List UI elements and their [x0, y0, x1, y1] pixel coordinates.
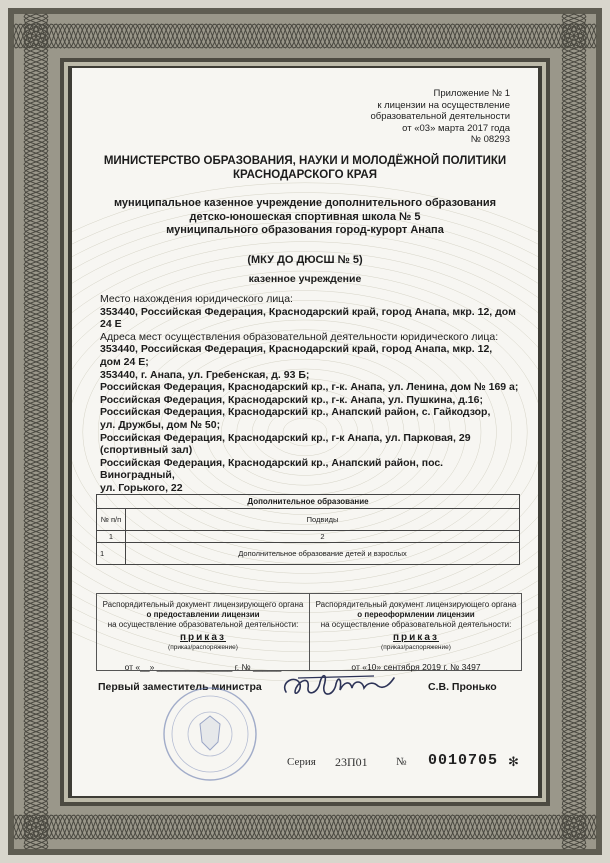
legal-address-label: Место нахождения юридического лица:: [100, 293, 293, 305]
table-numbering-1: 1: [97, 531, 126, 543]
issue-doc-type: приказ: [180, 632, 226, 643]
column-header-subtypes: Подвиды: [126, 509, 520, 531]
reissue-doc-type: приказ: [393, 632, 439, 643]
address-5-line-1: Российская Федерация, Краснодарский кр., Анапский район, с. Гайкодзор,: [100, 406, 491, 419]
address-5-line-2: ул. Дружбы, дом № 50;: [100, 418, 221, 431]
address-7-line-2: ул. Горького, 22: [100, 481, 183, 494]
table-title: Дополнительное образование: [97, 495, 520, 509]
table-row-text: Дополнительное образование детей и взрослых: [126, 543, 520, 565]
annex-line-5: № 08293: [470, 134, 510, 145]
number-label: №: [396, 756, 407, 768]
organization-name: [90, 197, 520, 238]
signer-position: Первый заместитель министра: [98, 681, 262, 693]
address-2: 353440, г. Анапа, ул. Гребенская, д. 93 Б;: [100, 368, 310, 381]
address-6-line-2: (спортивный зал): [100, 444, 193, 457]
reissue-doc-type-caption: (приказ/распоряжение): [381, 644, 451, 651]
administrative-documents: [96, 593, 522, 671]
address-4: Российская Федерация, Краснодарский кр., г-к. Анапа, ул. Пушкина, д.16;: [100, 393, 483, 406]
address-6-line-1: Российская Федерация, Краснодарский кр., г-к Анапа, ул. Парковая, 29: [100, 431, 471, 444]
ministry-line-2: КРАСНОДАРСКОГО КРАЯ: [232, 169, 377, 181]
annex-line-1: Приложение № 1: [433, 88, 510, 99]
address-7-line-1: Российская Федерация, Краснодарский кр., Анапский район, пос. Виноградный,: [100, 456, 444, 482]
issue-doc-line-2: о предоставлении лицензии: [146, 610, 260, 619]
legal-address: 353440, Российская Федерация, Краснодарский край, город Анапа, мкр. 12, дом 24 Е: [100, 305, 516, 331]
series-label: Серия: [287, 756, 316, 768]
issue-doc-line-1: Распорядительный документ лицензирующего органа: [102, 600, 304, 609]
reissue-doc-line-1: Распорядительный документ лицензирующего органа: [315, 600, 517, 609]
handwritten-signature: [278, 668, 398, 710]
issue-doc-date: от «__» ________________ г. № ______: [124, 662, 282, 672]
issue-doc-line-3: на осуществление образовательной деятельности:: [107, 620, 299, 629]
signer-name: С.В. Пронько: [428, 681, 497, 693]
addresses-block: [100, 293, 520, 495]
org-line-1: муниципальное казенное учреждение дополнительного образования: [113, 197, 497, 209]
table-row-number: 1: [97, 543, 126, 565]
organization-abbreviation: (МКУ ДО ДЮСШ № 5): [247, 254, 363, 266]
annex-line-3: образовательной деятельности: [370, 111, 510, 122]
reissue-doc-line-3: на осуществление образовательной деятельности:: [320, 620, 512, 629]
address-1-line-1: 353440, Российская Федерация, Краснодарский край, город Анапа, мкр. 12,: [100, 343, 493, 356]
table-row: [97, 543, 520, 565]
series-code: 23П01: [335, 755, 368, 769]
annex-line-4: от «03» марта 2017 года: [402, 122, 510, 134]
address-1-line-2: дом 24 Е;: [100, 355, 149, 368]
ministry-title: [90, 154, 520, 182]
column-header-number: № п/п: [97, 509, 126, 531]
annex-header: [370, 88, 510, 146]
activities-table: [96, 494, 520, 565]
org-line-3: муниципального образования город-курорт Анапа: [166, 224, 444, 236]
star-mark-icon: ✻: [508, 754, 519, 769]
address-3: Российская Федерация, Краснодарский кр., г-к. Анапа, ул. Ленина, дом № 169 а;: [100, 381, 519, 394]
issue-document: [97, 594, 309, 670]
reissue-doc-line-2: о переоформлении лицензии: [357, 610, 475, 619]
ministry-line-1: МИНИСТЕРСТВО ОБРАЗОВАНИЯ, НАУКИ И МОЛОДЁЖНОЙ ПОЛИТИКИ: [103, 155, 507, 167]
issue-doc-type-caption: (приказ/распоряжение): [168, 644, 238, 651]
activity-address-label: Адреса мест осуществления образовательной деятельности юридического лица:: [100, 330, 499, 343]
reissue-document: [309, 594, 522, 670]
annex-line-2: к лицензии на осуществление: [377, 99, 510, 111]
org-line-2: детско-юношеская спортивная школа № 5: [189, 210, 421, 223]
official-seal: [162, 686, 258, 782]
organization-type: казенное учреждение: [248, 273, 362, 285]
table-numbering-2: 2: [126, 531, 520, 543]
reissue-doc-date: от «10» сентября 2019 г. № 3497: [351, 662, 481, 672]
blank-number: 0010705: [428, 752, 499, 769]
